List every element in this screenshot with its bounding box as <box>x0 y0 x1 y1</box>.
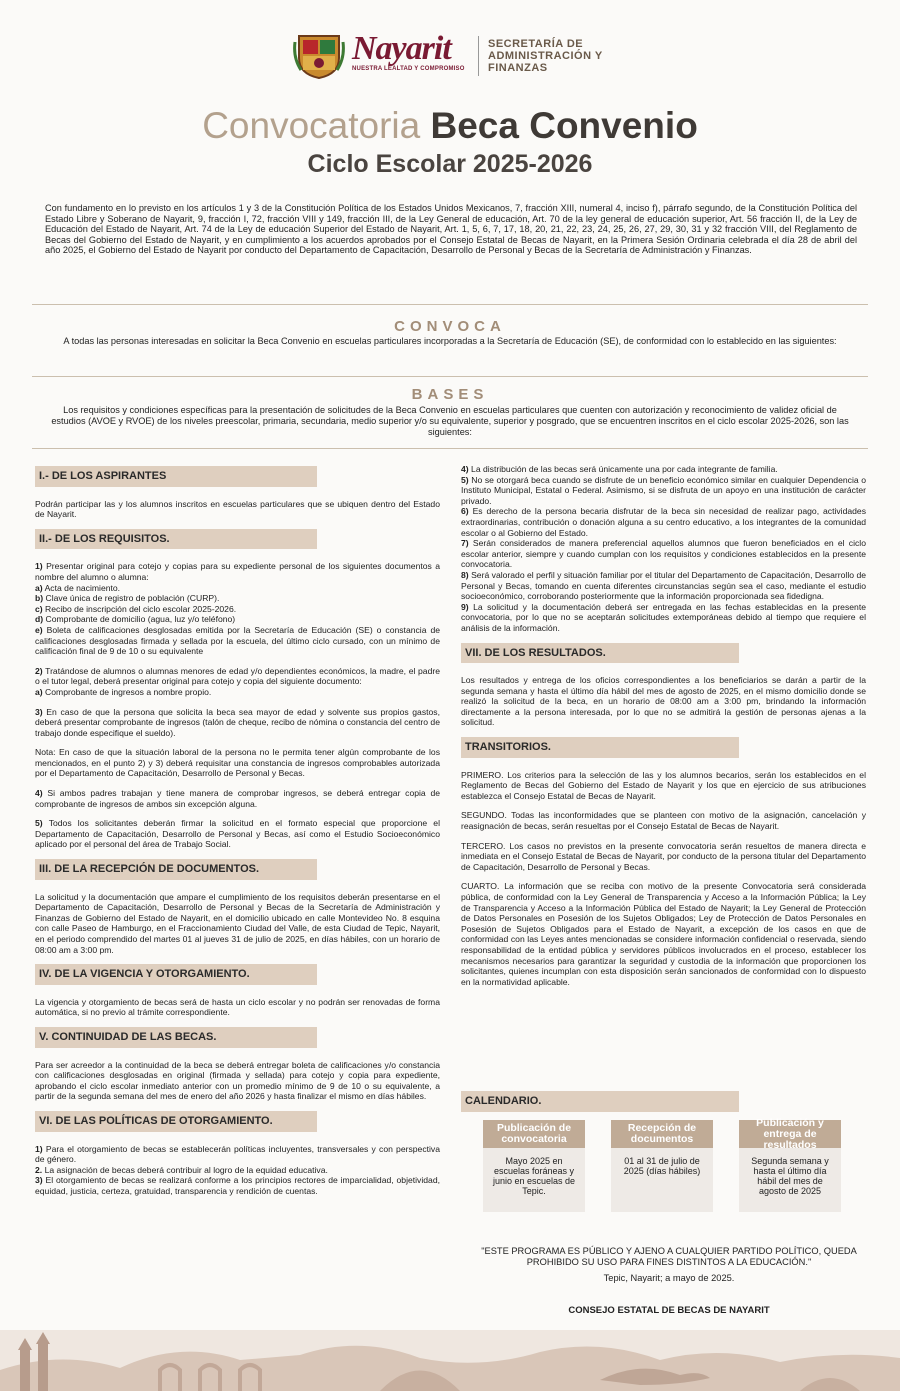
calendar-item-resultados <box>739 1116 841 1212</box>
requisito-1a-text: Acta de nacimiento. <box>44 582 121 593</box>
requisito-1 <box>35 561 440 582</box>
calendar-section <box>461 1091 866 1112</box>
section-resultados-header: VII. DE LOS RESULTADOS. <box>461 643 739 664</box>
title-dark: Beca Convenio <box>430 105 698 146</box>
politica-5-number: 5) <box>461 474 469 485</box>
bases-text: Los requisitos y condiciones específicas para la presentación de solicitudes de la Beca Convenio en escuelas particulares que cuenten con autorización y reconocimiento de validez oficial de estudios (AVOE y RVOE) de los niveles preescolar, primaria, secundaria, medio superior y/o su equivalente, superior y posgrado, que se encuentren inscritos en el ciclo escolar 2025-2026, son las siguientes: <box>51 405 849 437</box>
requisito-1e <box>35 625 440 657</box>
requisito-4-text: Si ambos padres trabajan y tiene manera de comprobar ingresos, se deberá entregar copia de comprobante de ingresos de ambos sin excepción alguna. <box>35 788 441 809</box>
requisito-5 <box>35 818 440 850</box>
politica-7 <box>461 538 866 570</box>
page-subtitle: Ciclo Escolar 2025-2026 <box>307 150 593 178</box>
section-continuidad-header: V. CONTINUIDAD DE LAS BECAS. <box>35 1027 317 1048</box>
requisito-3 <box>35 707 440 739</box>
calendar-item-head: Recepción de documentos <box>611 1120 713 1148</box>
calendar-item-body: 01 al 31 de julio de 2025 (días hábiles) <box>623 1156 701 1176</box>
requisito-1c <box>35 604 440 615</box>
politica-4 <box>461 464 866 475</box>
requisito-4-number: 4) <box>35 788 43 799</box>
transitorio-tercero: TERCERO. Los casos no previstos en la presente convocatoria serán resueltos de manera directa e inmediata en el Consejo Estatal de Becas de Nayarit, por conducto de la persona titular del Departamento de Capacitación, Desarrollo de Personal y Becas. <box>461 840 866 872</box>
politica-8-number: 8) <box>461 569 469 580</box>
secretaria-line-2: ADMINISTRACIÓN Y <box>488 50 603 62</box>
requisito-3-number: 3) <box>35 706 43 717</box>
requisito-2-text: Tratándose de alumnos o alumnas menores de edad y/o dependientes económicos, la madre, el padre o el tutor legal, deberá presentar original para cotejo y copia del siguiente documento: <box>35 665 440 687</box>
requisito-1c-text: Recibo de inscripción del ciclo escolar 2025-2026. <box>45 603 237 614</box>
state-seal-icon <box>293 28 345 80</box>
politica-6-number: 6) <box>461 506 469 517</box>
section-vigencia-text: La vigencia y otorgamiento de becas será de hasta un ciclo escolar y no podrán ser renovadas de forma automática, si no previo al trámite correspondiente. <box>35 996 440 1018</box>
politica-9-text: La solicitud y la documentación deberá ser entregada en las fechas establecidas en la presente convocatoria, por lo que no se aceptarán solicitudes extemporáneas debido al tiempo que requiere el análisis de la información. <box>461 601 866 633</box>
requisito-4 <box>35 788 440 809</box>
brand-tagline: NUESTRA LEALTAD Y COMPROMISO <box>352 66 465 72</box>
calendar-table <box>469 1116 869 1215</box>
transitorio-cuarto: CUARTO. La información que se reciba con motivo de la presente Convocatoria será considerada pública, de conformidad con la Ley General de Transparencia y Acceso a la Información Pública; la Ley de Transparencia y Acceso a la Información Pública del Estado de Nayarit; la Ley General de Protección de Datos Personales en Posesión de los Sujetos Obligados; Ley de Protección de Datos Personales en Posesión de Sujetos Obligados para el Estado de Nayarit, a excepción de los casos en que de conformidad con las Leyes antes mencionadas se considere información confidencial o reservada, siendo responsabilidad de la entidad pública y servidores públicos involucrados en el proceso, establecer los mecanismos necesarios para garantizar la seguridad y custodia de la información que proporcionen los solicitantes, quienes incumplan con esta disposición serán sancionados de conformidad con lo dispuesto en la normatividad aplicable. <box>461 881 866 987</box>
requisito-2a-letter: a) <box>35 686 43 697</box>
politica-6 <box>461 506 866 538</box>
requisito-1a <box>35 583 440 594</box>
politica-9-number: 9) <box>461 601 469 612</box>
section-aspirantes-text: Podrán participar las y los alumnos inscritos en escuelas particulares que se ubiquen dentro del Estado de Nayarit. <box>35 498 440 520</box>
section-transitorios-header: TRANSITORIOS. <box>461 737 739 758</box>
bases-heading: BASES <box>411 386 489 403</box>
section-recepcion-text: La solicitud y la documentación que ampare el cumplimiento de los requisitos deberán presentarse en el Departamento de Capacitación, Desarrollo de Personal y Becas de la Secretaría de Administración y Finanzas de Gobierno del Estado de Nayarit, en el domicilio ubicado en calle Montevideo No. 8 esquina con calle Paseo de Hamburgo, en el Fraccionamiento Ciudad del Valle, de esta Ciudad de Tepic, Nayarit, en el periodo comprendido del martes 01 al jueves 31 de julio de 2025, en días hábiles, con un horario de 08:00 am a 3:00 pm. <box>35 891 440 955</box>
politica-4-number: 4) <box>461 464 469 474</box>
calendar-item-head: Publicación y entrega de resultados <box>739 1120 841 1148</box>
calendar-item-publicacion <box>483 1120 585 1212</box>
requisito-1d-letter: d) <box>35 614 44 625</box>
requisito-1e-letter: e) <box>35 624 43 635</box>
section-requisitos-header: II.- DE LOS REQUISITOS. <box>35 529 317 550</box>
politica-8-text: Será valorado el perfil y situación familiar por el titular del Departamento de Capacitación, Desarrollo de Personal y Becas, tomando en cuenta diferentes circunstancias según sea el caso, mediante el estudio socioeconómico, corroborando posteriormente que la información proporcionada sea fidedigna. <box>461 569 867 602</box>
politica-5 <box>461 475 866 507</box>
brand-name: Nayarit <box>352 30 451 67</box>
requisito-2a <box>35 687 440 698</box>
transitorio-segundo: SEGUNDO. Todas las inconformidades que se planteen con motivo de la asignación, cancelación y reasignación de becas, serán resueltas por el Consejo Estatal de Becas de Nayarit. <box>461 810 866 832</box>
calendar-item-body: Segunda semana y hasta el último día hábil del mes de agosto de 2025 <box>751 1156 829 1196</box>
title-light: Convocatoria <box>202 105 421 146</box>
transitorio-primero: PRIMERO. Los criterios para la selección de las y los alumnos becarios, serán los establecidos en el Reglamento de Becas del Gobierno del Estado de Nayarit y los que en ejercicio de sus atribuciones establezca el Consejo Estatal de Becas de Nayarit. <box>461 769 866 801</box>
requisito-1b <box>35 593 440 604</box>
requisito-1b-text: Clave única de registro de población (CURP). <box>45 593 220 604</box>
politica-7-number: 7) <box>461 538 469 549</box>
requisito-1c-letter: c) <box>35 603 43 614</box>
politica-2-number: 2. <box>35 1164 43 1175</box>
requisito-2a-text: Comprobante de ingresos a nombre propio. <box>45 686 212 697</box>
politica-1 <box>35 1144 440 1165</box>
program-slogan: "ESTE PROGRAMA ES PÚBLICO Y AJENO A CUALQUIER PARTIDO POLÍTICO, QUEDA PROHIBIDO SU USO PARA FINES DISTINTOS A LA EDUCACIÓN." <box>481 1246 857 1267</box>
requisito-5-text: Todos los solicitantes deberán firmar la solicitud en el formato especial que proporcione el Departamento de Capacitación, Desarrollo de Personal y Becas, así como el Estudio Socioeconómico aplicado por el personal del área de Trabajo Social. <box>35 818 440 850</box>
section-recepcion-header: III. DE LA RECEPCIÓN DE DOCUMENTOS. <box>35 859 317 880</box>
politica-1-text: Para el otorgamiento de becas se establecerán políticas incluyentes, transversales y con perspectiva de género. <box>35 1143 441 1165</box>
politica-3-text: El otorgamiento de becas se realizará conforme a los principios rectores de imparcialidad, objetividad, equidad, justicia, certeza, gratuidad, transparencia y rendición de cuentas. <box>35 1175 440 1196</box>
requisito-1e-text: Boleta de calificaciones desglosadas emitida por la Secretaría de Educación (SE) o constancia de calificaciones desglosadas firmada y sellada por la escuela, del último ciclo cursado, con un mínimo de calificación final de 9 de 10 o su equivalente <box>35 624 440 657</box>
header-divider <box>478 36 479 76</box>
convoca-heading: CONVOCA <box>394 318 506 335</box>
calendar-item-body: Mayo 2025 en escuelas foráneas y junio en escuelas de Tepic. <box>492 1156 576 1196</box>
section-vigencia-header: IV. DE LA VIGENCIA Y OTORGAMIENTO. <box>35 964 317 985</box>
politica-6-text: Es derecho de la persona becaria disfrutar de la beca sin necesidad de realizar pago, actividades extraordinarias, contribución o donación alguna a su centro educativo, a los integrantes de la comunidad escolar o al Gobierno del Estado. <box>461 506 866 538</box>
politica-7-text: Serán considerados de manera preferencial aquellos alumnos que fueron beneficiados en el ciclo escolar anterior, siempre y cuando cumplan con los requisitos y condiciones establecidos en la presente convocatoria. <box>461 538 866 570</box>
calendar-item-recepcion <box>611 1120 713 1212</box>
requisito-1-number: 1) <box>35 561 43 572</box>
secretaria-line-3: FINANZAS <box>488 62 548 74</box>
intro-paragraph: Con fundamento en lo previsto en los artículos 1 y 3 de la Constitución Política de los Estados Unidos Mexicanos, 7, fracción XIII, numeral 4, inciso f), párrafo segundo, de la Constitución Política del Estado Libre y Soberano de Nayarit, 9, fracción I, 72, fracción VIII y 149, fracción III, de la Ley General de educación, Art. 70 de la ley general de educación superior, Art. 56 fracción II, de la Ley de Educación del Estado de Nayarit, Art. 74 de la Ley de educación Superior del Estado de Nayarit, Art. 1, 5, 6, 7, 17, 18, 20, 21, 22, 23, 24, 25, 26, 27, 29, 30, 31 y 32 fracción VIII, del Reglamento de Becas del Gobierno del Estado de Nayarit, y en cumplimiento a los acuerdos aprobados por el Consejo Estatal de Becas de Nayarit, en la Primera Sesión Ordinaria celebrada el día 28 de abril del año 2025, el Gobierno del Estado de Nayarit por conducto del Departamento de Capacitación, Desarrollo de Personal y Becas de la Secretaría de Administración y Finanzas. <box>45 203 857 256</box>
right-column <box>461 464 866 996</box>
politica-1-number: 1) <box>35 1143 43 1154</box>
politica-3-number: 3) <box>35 1175 43 1186</box>
brand-logo <box>352 32 472 72</box>
requisito-2-number: 2) <box>35 665 43 676</box>
requisito-1a-letter: a) <box>35 582 43 593</box>
requisito-1d <box>35 614 440 625</box>
requisito-2 <box>35 666 440 687</box>
section-calendario-header: CALENDARIO. <box>461 1091 739 1112</box>
calendar-item-head: Publicación de convocatoria <box>483 1120 585 1148</box>
requisito-1d-text: Comprobante de domicilio (agua, luz y/o teléfono) <box>45 614 236 625</box>
section-aspirantes-header: I.- DE LOS ASPIRANTES <box>35 466 317 487</box>
politica-8 <box>461 570 866 602</box>
requisito-5-number: 5) <box>35 818 43 829</box>
secretaria-label <box>488 38 603 74</box>
left-column <box>35 466 440 1197</box>
section-resultados-text: Los resultados y entrega de los oficios correspondientes a los beneficiarios se darán a partir de la segunda semana y hasta el último día hábil del mes de agosto de 2025, en el mismo domicilio donde se realizó la solicitud de la beca, en un horario de 08:00 am a 3:00 pm, brindando la información directamente a la persona interesada, por lo que no se admitirá la gestión de personas ajenas a la solicitud. <box>461 675 866 728</box>
politica-3 <box>35 1175 440 1196</box>
requisito-nota: Nota: En caso de que la situación laboral de la persona no le permita tener algún comprobante de los mencionados, en el punto 2) y 3) deberá requisitar una constancia de ingresos comprobables autorizada por el Departamento de Capacitación, Desarrollo de Personal y Becas. <box>35 747 440 779</box>
section-politicas-header: VI. DE LAS POLÍTICAS DE OTORGAMIENTO. <box>35 1111 317 1132</box>
requisito-3-text: En caso de que la persona que solicita la beca sea mayor de edad y solvente sus propios gastos, deberá presentar comprobante de ingresos (talón de cheque, recibo de nómina o constancia del centro de trabajo donde especifique el sueldo). <box>35 706 440 738</box>
section-continuidad-text: Para ser acreedor a la continuidad de la beca se deberá entregar boleta de calificaciones y/o constancia con calificaciones desglosadas en original (firmada y sellada) para cotejo y copia para expediente, aprobando el ciclo escolar inmediato anterior con un promedio mínimo de 9 de 10 o su equivalente, a partir de la segunda semana del mes de enero del año 2026 y hasta finalizar el mismo en días hábiles. <box>35 1059 440 1102</box>
divider-convoca-top <box>32 304 868 305</box>
politica-4-text: La distribución de las becas será únicamente una por cada integrante de familia. <box>471 464 778 474</box>
divider-bases-top <box>32 376 868 377</box>
convoca-text: A todas las personas interesadas en solicitar la Beca Convenio en escuelas particulares incorporadas a la Secretaría de Educación (SE), de conformidad con lo establecido en las siguientes: <box>63 336 837 346</box>
divider-bases-bottom <box>32 448 868 449</box>
header <box>0 22 900 84</box>
requisito-1-text: Presentar original para cotejo y copias para su expediente personal de los siguientes documentos a nombre del alumno o alumna: <box>35 561 440 582</box>
requisito-1b-letter: b) <box>35 593 44 604</box>
footer-landscape-decoration <box>0 1330 900 1391</box>
secretaria-line-1: SECRETARÍA DE <box>488 38 584 50</box>
council-signature: CONSEJO ESTATAL DE BECAS DE NAYARIT <box>568 1305 770 1316</box>
politica-2 <box>35 1165 440 1176</box>
page-title <box>0 105 900 147</box>
politica-9 <box>461 602 866 634</box>
politica-5-text: No se otorgará beca cuando se disfrute de un beneficio económico similar en cualquier Dependencia o Instituto Municipal, Estatal o Federal. Asimismo, si se disfruta de un apoyo en una institución de carácter privado. <box>461 474 867 506</box>
place-date: Tepic, Nayarit; a mayo de 2025. <box>603 1273 735 1283</box>
politica-2-text: La asignación de becas deberá contribuir al logro de la equidad educativa. <box>44 1164 328 1175</box>
